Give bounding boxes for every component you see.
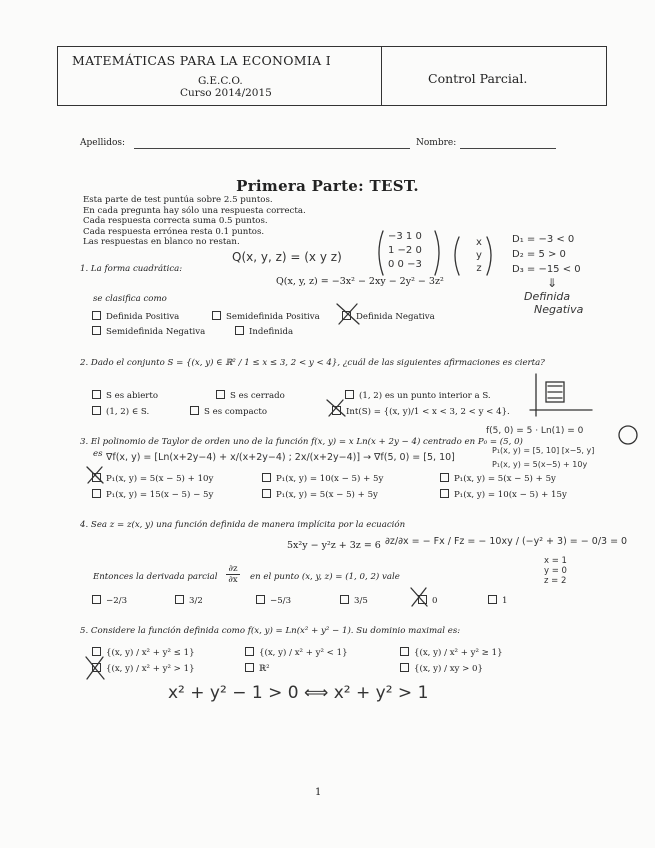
checkbox[interactable] [262, 489, 271, 498]
hw-q4-calc: ∂z/∂x = − Fx / Fz = − 10xy / (−y² + 3) = − 0/3 = 0 [385, 536, 628, 547]
q4-ask-b: en el punto (x, y, z) = (1, 0, 2) vale [250, 572, 400, 582]
hw-q1-minors: D₁ = −3 < 0 D₂ = 5 > 0 D₃ = −15 < 0 [512, 234, 581, 275]
q5-option-b[interactable]: {(x, y) / x² + y² < 1} [245, 647, 348, 658]
q2-option-f[interactable]: Int(S) = {(x, y)/1 < x < 3, 2 < y < 4}. [332, 406, 510, 417]
hw-q4-point: x = 1 y = 0 z = 2 [544, 556, 567, 586]
checkbox[interactable] [92, 647, 101, 656]
q3-label-es: es [93, 449, 103, 459]
q1-label: 1. La forma cuadrática: [80, 264, 183, 274]
exam-type: Control Parcial. [428, 71, 528, 86]
q2-option-e[interactable]: S es compacto [190, 406, 267, 417]
q1-option-e[interactable]: Indefinida [235, 326, 293, 337]
checkbox[interactable] [440, 489, 449, 498]
q4-option-e[interactable]: 0 [418, 595, 437, 606]
checkbox[interactable] [92, 311, 101, 320]
degree-label: G.E.C.O. [198, 75, 243, 87]
hw-q1-cross-mark [337, 304, 338, 305]
q2-option-a[interactable]: S es abierto [92, 390, 158, 401]
q1-option-a[interactable]: Definida Positiva [92, 311, 179, 322]
checkbox[interactable] [440, 473, 449, 482]
q5-option-f[interactable]: {(x, y) / xy > 0} [400, 663, 483, 674]
section-title: Primera Parte: TEST. [236, 177, 419, 195]
q4-option-f[interactable]: 1 [488, 595, 507, 606]
course-year: Curso 2014/2015 [180, 87, 272, 99]
q5-option-d[interactable]: {(x, y) / x² + y² > 1} [92, 663, 195, 674]
checkbox[interactable] [216, 390, 225, 399]
q1-option-b[interactable]: Semidefinida Positiva [212, 311, 320, 322]
q5-option-e[interactable]: ℝ² [245, 663, 270, 674]
q4-option-a[interactable]: −2/3 [92, 595, 127, 606]
q1-option-c[interactable]: Definida Negativa [342, 311, 435, 322]
hw-q3-value: f(5, 0) = 5 · Ln(1) = 0 [486, 426, 584, 436]
q1-option-d[interactable]: Semidefinida Negativa [92, 326, 205, 337]
instruction-line: En cada pregunta hay sólo una respuesta correcta. [83, 205, 306, 216]
header-divider [381, 47, 382, 105]
hw-q2-cross-mark [327, 400, 328, 401]
nombre-line[interactable] [460, 148, 556, 149]
instruction-line: Las respuestas en blanco no restan. [83, 237, 240, 248]
checkbox[interactable] [92, 595, 101, 604]
checkbox[interactable] [400, 663, 409, 672]
checkbox[interactable] [245, 663, 254, 672]
hw-q4-cross-mark [411, 588, 412, 589]
q5-option-c[interactable]: {(x, y) / x² + y² ≥ 1} [400, 647, 503, 658]
q4-equation: 5x²y − y²z + 3z = 6 [287, 540, 381, 551]
checkbox[interactable] [190, 406, 199, 415]
hw-q3-cross-mark [87, 467, 88, 468]
hw-q1-arrow: ⇓ [547, 276, 558, 290]
q3-option-c[interactable]: P₁(x, y) = 5(x − 5) + 5y [440, 473, 556, 484]
hw-q3-gradient: ∇f(x, y) = [Ln(x+2y−4) + x/(x+2y−4) ; 2x/(x+2y−4)] → ∇f(5, 0) = [5, 10] [106, 452, 455, 463]
hw-q1-lhs: Q(x, y, z) = (x y z) [232, 250, 342, 264]
header-box [57, 46, 607, 106]
hw-q3-circle [620, 428, 621, 429]
checkbox[interactable] [340, 595, 349, 604]
checkbox[interactable] [256, 595, 265, 604]
q2-option-c[interactable]: (1, 2) es un punto interior a S. [345, 390, 491, 401]
q3-option-d[interactable]: P₁(x, y) = 15(x − 5) − 5y [92, 489, 213, 500]
q4-ask-a: Entonces la derivada parcial [93, 572, 218, 582]
hw-q2-sketch [522, 374, 523, 375]
hw-q1-conclusion: Definida Negativa [524, 290, 584, 316]
q4-option-b[interactable]: 3/2 [175, 595, 203, 606]
hw-q3-poly: P₁(x, y) = [5, 10] [x−5, y] [492, 446, 595, 455]
checkbox[interactable] [235, 326, 244, 335]
checkbox[interactable] [262, 473, 271, 482]
checkbox[interactable] [345, 390, 354, 399]
instruction-line: Cada respuesta correcta suma 0.5 puntos. [83, 216, 268, 227]
q4-option-c[interactable]: −5/3 [256, 595, 291, 606]
q4-label: 4. Sea z = z(x, y) una función definida de manera implícita por la ecuación [80, 520, 406, 530]
q2-label: 2. Dado el conjunto S = {(x, y) ∈ ℝ² / 1 ≤ x ≤ 3, 2 < y < 4}, ¿cuál de las siguientes afirmaciones es cierta? [80, 358, 545, 368]
checkbox[interactable] [212, 311, 221, 320]
page-number: 1 [315, 787, 322, 798]
checkbox[interactable] [175, 595, 184, 604]
q5-option-a[interactable]: {(x, y) / x² + y² ≤ 1} [92, 647, 195, 658]
hw-q1-vector: x y z [476, 237, 482, 274]
instructions [83, 195, 306, 248]
hw-q3-poly2: P₁(x, y) = 5(x−5) + 10y [492, 460, 588, 469]
instruction-line: Esta parte de test puntúa sobre 2.5 puntos. [83, 195, 273, 205]
checkbox[interactable] [92, 390, 101, 399]
q3-option-a[interactable]: P₁(x, y) = 5(x − 5) + 10y [92, 473, 213, 484]
checkbox[interactable] [92, 326, 101, 335]
q2-option-b[interactable]: S es cerrado [216, 390, 285, 401]
instruction-line: Cada respuesta errónea resta 0.1 puntos. [83, 226, 265, 237]
q4-option-d[interactable]: 3/5 [340, 595, 368, 606]
q3-option-b[interactable]: P₁(x, y) = 10(x − 5) + 5y [262, 473, 383, 484]
q3-label: 3. El polinomio de Taylor de orden uno de la función f(x, y) = x Ln(x + 2y − 4) centrado en P₀ = (5, 0) [80, 437, 523, 447]
q1-classify: se clasifica como [93, 294, 167, 304]
hw-q1-matrix: −3 1 0 1 −2 0 0 0 −3 [388, 231, 422, 270]
nombre-label: Nombre: [416, 138, 457, 148]
apellidos-line[interactable] [134, 148, 410, 149]
checkbox[interactable] [400, 647, 409, 656]
checkbox[interactable] [92, 406, 101, 415]
q3-option-e[interactable]: P₁(x, y) = 5(x − 5) + 5y [262, 489, 378, 500]
apellidos-label: Apellidos: [80, 138, 126, 148]
q4-partial-fraction: ∂z ∂x [226, 564, 240, 585]
checkbox[interactable] [245, 647, 254, 656]
q2-option-d[interactable]: (1, 2) ∈ S. [92, 406, 149, 417]
checkbox[interactable] [488, 595, 497, 604]
hw-q5-work: x² + y² − 1 > 0 ⟺ x² + y² > 1 [168, 683, 429, 703]
course-title: MATEMÁTICAS PARA LA ECONOMIA I [72, 53, 331, 68]
hw-q5-cross-mark [86, 657, 87, 658]
checkbox[interactable] [92, 489, 101, 498]
q1-formula: Q(x, y, z) = −3x² − 2xy − 2y² − 3z² [276, 276, 444, 287]
hw-q1-matrix-brackets [375, 227, 376, 228]
q3-option-f[interactable]: P₁(x, y) = 10(x − 5) + 15y [440, 489, 567, 500]
q5-label: 5. Considere la función definida como f(x, y) = Ln(x² + y² − 1). Su dominio maximal es: [80, 626, 461, 636]
